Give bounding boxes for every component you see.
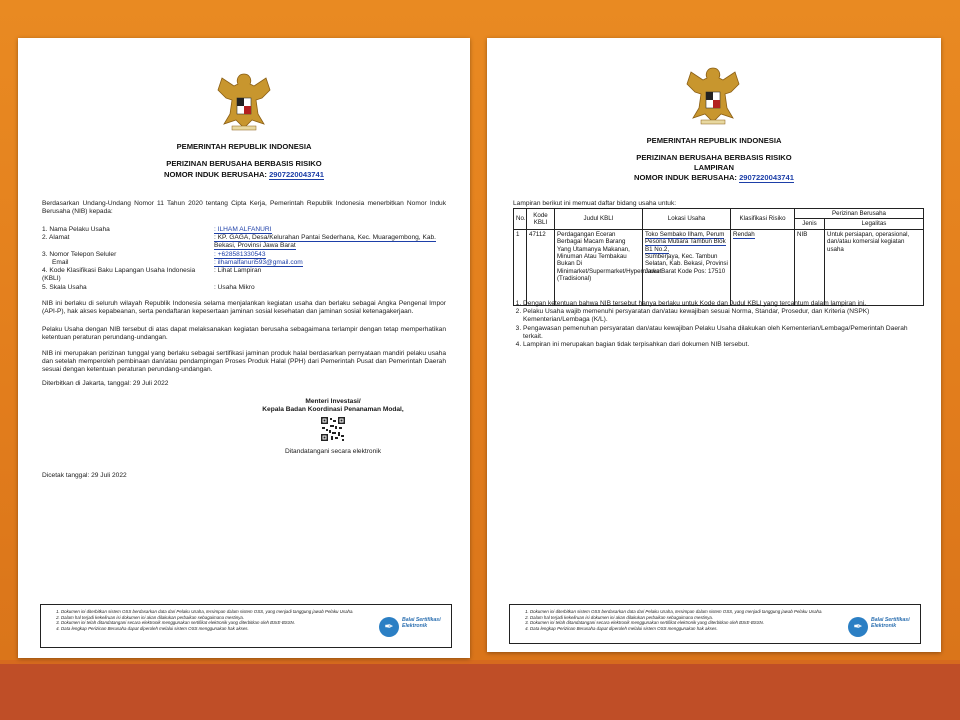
footer-note: 3. Dokumen ini telah ditandatangani secara elektronik menggunakan sertifikat elektronik yang diterbitkan oleh BSrE-BSSN.	[530, 620, 850, 626]
field-label-address: 2. Alamat	[42, 234, 70, 241]
cell-legalitas: Untuk persiapan, operasional, dan/atau komersial kegiatan usaha	[825, 229, 924, 305]
bsre-logo-text: Balai Sertifikasi Elektronik	[871, 617, 910, 630]
nib-certificate-page	[18, 38, 470, 658]
bsre-logo	[848, 615, 912, 639]
footer-note: 1. Dokumen ini diterbitkan sistem OSS berdasarkan data dari Pelaku Usaha, tersimpan dalam sistem OSS, yang menjadi tanggung jawab Pelaku Usaha.	[61, 609, 381, 615]
column-header: Legalitas	[825, 219, 924, 229]
nib-label: NOMOR INDUK BERUSAHA:	[164, 170, 270, 179]
bsre-logo-text: Balai Sertifikasi Elektronik	[402, 617, 441, 630]
paragraph-validity: NIB ini berlaku di seluruh wilayah Republik Indonesia selama menjalankan kegiatan usaha dan berlaku sebagai Angka Pengenal Impor (API-P), hak akses kepabeanan, serta pendaftaran kepesertaan jaminan sosial kesehatan dan jaminan sosial ketenagakerjaan.	[42, 300, 446, 316]
footer-note: 4. Data lengkap Perizinan Berusaha dapat diperoleh melalui sistem OSS menggunakan hak akses.	[530, 626, 850, 632]
footer-note: 1. Dokumen ini diterbitkan sistem OSS berdasarkan data dari Pelaku Usaha, tersimpan dalam sistem OSS, yang menjadi tanggung jawab Pelaku Usaha.	[530, 609, 850, 615]
column-header: Klasifikasi Risiko	[731, 209, 795, 230]
nib-attachment-page	[487, 38, 941, 652]
kbli-table	[513, 208, 924, 306]
nib-line	[18, 170, 470, 180]
attachment-note: 4. Lampiran ini merupakan bagian tidak terpisahkan dari dokumen NIB tersebut.	[523, 341, 923, 349]
field-label-kbli: 4. Kode Klasifikasi Baku Lapangan Usaha Indonesia (KBLI)	[42, 267, 196, 283]
cell-kode: 47112	[527, 229, 555, 305]
footer-note: 2. Dalam hal terjadi kekeliruan isi dokumen ini akan dilakukan perbaikan sebagaimana mestinya.	[61, 615, 381, 621]
field-label-phone: 3. Nomor Telepon Seluler	[42, 251, 117, 258]
field-value-kbli: : Lihat Lampiran	[214, 267, 262, 274]
document-title: PERIZINAN BERUSAHA BERBASIS RISIKO	[166, 159, 322, 168]
background-band	[0, 664, 960, 720]
column-header: Lokasi Usaha	[643, 209, 731, 230]
issued-date: Diterbitkan di Jakarta, tanggal: 29 Juli 2022	[42, 380, 169, 387]
attachment-note: 1. Dengan ketentuan bahwa NIB tersebut hanya berlaku untuk Kode dan Judul KBLI yang tercantum dalam lampiran ini.	[523, 300, 923, 308]
pen-nib-icon: ✒	[848, 617, 868, 637]
field-label-email: Email	[52, 259, 69, 266]
nib-label: NOMOR INDUK BERUSAHA:	[634, 173, 740, 182]
column-header: Perizinan Berusaha	[795, 209, 924, 219]
field-value-address: : KP. GAGA, Desa/Kelurahan Pantai Sederhana, Kec. Muaragembong, Kab. Bekasi, Provinsi Jawa Barat	[214, 234, 437, 250]
pen-nib-icon: ✒	[379, 617, 399, 637]
cell-risiko: Rendah	[731, 229, 795, 305]
column-header: Jenis	[795, 219, 825, 229]
nib-value: 2907220043741	[739, 173, 794, 182]
nib-line	[487, 173, 941, 183]
intro-text: Berdasarkan Undang-Undang Nomor 11 Tahun 2020 tentang Cipta Kerja, Pemerintah Republik Indonesia menerbitkan Nomor Induk Berusaha (NIB) kepada:	[42, 200, 446, 216]
bsre-logo	[379, 615, 443, 639]
footer-notes-list	[530, 609, 850, 631]
field-value-email: : ilhamalfanuri593@gmail.com	[214, 259, 303, 266]
table-row	[514, 229, 924, 305]
printed-date: Dicetak tanggal: 29 Juli 2022	[42, 472, 127, 479]
attachment-intro: Lampiran berikut ini memuat daftar bidang usaha untuk:	[513, 200, 677, 207]
field-label-scale: 5. Skala Usaha	[42, 284, 87, 291]
cell-lokasi-rest: Sumberjaya, Kec. Tambun Selatan, Kab. Bekasi, Provinsi Jawa Barat Kode Pos: 17510	[645, 253, 728, 275]
footer-note: 3. Dokumen ini telah ditandatangani secara elektronik menggunakan sertifikat elektronik yang diterbitkan oleh BSrE-BSSN.	[61, 620, 381, 626]
signatory-title: Menteri Investasi/	[305, 398, 361, 405]
cell-judul: Perdagangan Eceran Berbagai Macam Barang Yang Utamanya Makanan, Minuman Atau Tembakau Bukan Di Minimarket/Supermarket/Hypermarket (Tradisional)	[555, 229, 643, 305]
field-value-phone: : +628581330543	[214, 251, 266, 258]
footer-notes-box	[509, 604, 921, 644]
footer-note: 2. Dalam hal terjadi kekeliruan isi dokumen ini akan dilakukan perbaikan sebagaimana mestinya.	[530, 615, 850, 621]
cell-lokasi-redacted: Toko Sembako Ilham, Perum Pesona Mutiara Tambun Blok B1 No.2,	[645, 230, 726, 253]
paragraph-permission: Pelaku Usaha dengan NIB tersebut di atas dapat melaksanakan kegiatan berusaha sebagaimana terlampir dengan tetap memperhatikan ketentuan peraturan perundang-undangan.	[42, 326, 446, 342]
field-label-name: 1. Nama Pelaku Usaha	[42, 226, 110, 233]
paragraph-halal: NIB ini merupakan perizinan tunggal yang berlaku sebagai sertifikasi jaminan produk halal berdasarkan pernyataan mandiri pelaku usaha dan setelah memperoleh pembinaan dan/atau pendampingan Proses Produk Halal (PPH) dari Pemerintah Pusat dan Pemerintah Daerah sesuai dengan ketentuan peraturan perundang-undangan.	[42, 350, 446, 374]
column-header: Judul KBLI	[555, 209, 643, 230]
cell-jenis: NIB	[795, 229, 825, 305]
garuda-emblem-icon	[214, 70, 274, 134]
footer-note: 4. Data lengkap Perizinan Berusaha dapat diperoleh melalui sistem OSS menggunakan hak akses.	[61, 626, 381, 632]
government-heading: PEMERINTAH REPUBLIK INDONESIA	[646, 136, 782, 145]
electronic-signature-note: Ditandatangani secara elektronik	[284, 448, 382, 455]
attachment-note: 3. Pengawasan pemenuhan persyaratan dan/atau kewajiban Pelaku Usaha dilakukan oleh Kementerian/Lembaga/Pemerintah Daerah terkait.	[523, 325, 923, 341]
document-title: PERIZINAN BERUSAHA BERBASIS RISIKO	[636, 153, 792, 162]
document-subtitle: LAMPIRAN	[693, 163, 735, 172]
field-value-name: : ILHAM ALFANURI	[214, 226, 272, 233]
column-header: No.	[514, 209, 527, 230]
garuda-emblem-icon	[683, 64, 743, 128]
qr-code-icon	[320, 416, 346, 442]
column-header: Kode KBLI	[527, 209, 555, 230]
signatory-office: Kepala Badan Koordinasi Penanaman Modal,	[262, 406, 404, 413]
attachment-notes-list	[523, 300, 923, 349]
cell-lokasi	[643, 229, 731, 305]
nib-value: 2907220043741	[269, 170, 324, 179]
footer-notes-box	[40, 604, 452, 648]
footer-notes-list	[61, 609, 381, 631]
field-value-scale: : Usaha Mikro	[214, 284, 255, 291]
cell-no: 1	[514, 229, 527, 305]
attachment-note: 2. Pelaku Usaha wajib memenuhi persyaratan dan/atau kewajiban sesuai Norma, Standar, Prosedur, dan Kriteria (NSPK) Kementerian/Lembaga (K/L).	[523, 308, 923, 324]
government-heading: PEMERINTAH REPUBLIK INDONESIA	[176, 142, 312, 151]
